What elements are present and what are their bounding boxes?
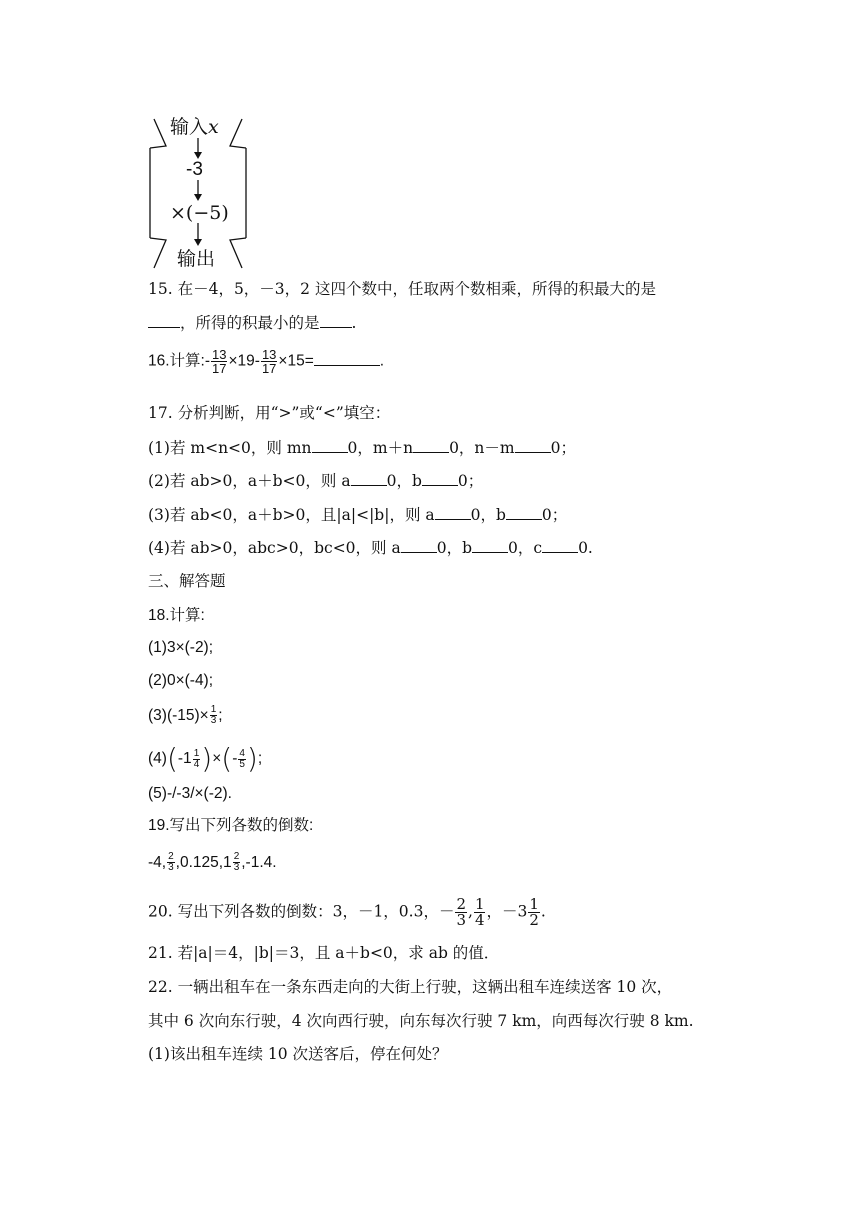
question-20: 20. 写出下列各数的倒数：3，－1，0.3，－ $\frac{2}{3}$ , $\frac{1}{4}$ ，－3 $\frac{1}{2}$ . [148, 895, 546, 929]
answer-blank[interactable] [422, 471, 458, 486]
flow-step1: -3 [186, 159, 203, 180]
fraction: $\frac{1}{3}$ [210, 704, 217, 727]
answer-blank[interactable] [401, 538, 437, 553]
question-15-line2: ，所得的积最小的是 . [148, 312, 356, 334]
question-16: 16.计算:- $\frac{13}{17}$ ×19- $\frac{13}{17}$ ×15= . [148, 347, 385, 376]
question-17-part3: (3)若 ab<0，a＋b>0，且|a|<|b|，则 a 0，b 0； [148, 506, 568, 524]
fraction: $\frac{4}{5}$ [239, 747, 245, 770]
answer-blank[interactable] [472, 538, 508, 553]
fraction: $\frac{13}{17}$ [261, 347, 277, 376]
question-22-line2: 其中 6 次向东行驶，4 次向西行驶，向东每次行驶 7 km，向西每次行驶 8 km. [148, 1012, 694, 1030]
fraction: $\frac{2}{3}$ [233, 851, 240, 874]
question-19-title: 19.写出下列各数的倒数: [148, 817, 314, 834]
question-18-part4: (4)(-1 $\frac{1}{4}$ )×(- $\frac{4}{5}$ ); [148, 742, 263, 775]
answer-blank[interactable] [148, 313, 180, 328]
answer-blank[interactable] [312, 438, 348, 453]
flow-step2: ×(−5) [170, 202, 229, 224]
question-17-part4: (4)若 ab>0，abc>0，bc<0，则 a 0，b 0，c 0. [148, 539, 593, 557]
question-18-title: 18.计算: [148, 607, 205, 624]
question-18-part1: (1)3×(-2); [148, 639, 214, 656]
fraction: $\frac{1}{4}$ [474, 895, 485, 929]
fraction: $\frac{2}{3}$ [168, 851, 174, 874]
question-18-part3: (3)(-15)× $\frac{1}{3}$ ; [148, 704, 223, 727]
question-22-line1: 22. 一辆出租车在一条东西走向的大街上行驶，这辆出租车连续送客 10 次， [148, 978, 673, 996]
question-18-part2: (2)0×(-4); [148, 672, 214, 689]
answer-blank[interactable] [515, 438, 551, 453]
question-21: 21. 若|a|＝4，|b|＝3，且 a＋b<0，求 ab 的值． [148, 944, 500, 962]
fraction: $\frac{1}{2}$ [529, 895, 539, 929]
answer-blank[interactable] [320, 313, 352, 328]
fraction: $\frac{1}{4}$ [193, 747, 200, 770]
answer-blank[interactable] [435, 505, 471, 520]
question-17-title: 17. 分析判断，用“>”或“<”填空： [148, 404, 391, 422]
question-19-list: -4, $\frac{2}{3}$ ,0.125,1 $\frac{2}{3}$ ,-1.4. [148, 851, 277, 874]
section-heading: 三、解答题 [148, 572, 226, 590]
question-17-part1: (1)若 m<n<0，则 mn 0，m＋n 0，n－m 0； [148, 439, 576, 457]
fraction: $\frac{13}{17}$ [212, 347, 227, 376]
question-17-part2: (2)若 ab>0，a＋b<0，则 a 0，b 0； [148, 472, 484, 490]
answer-blank[interactable] [506, 505, 542, 520]
answer-blank[interactable] [314, 351, 380, 366]
flow-input: 输入x [170, 116, 219, 138]
answer-blank[interactable] [351, 471, 387, 486]
flow-output: 输出 [177, 248, 216, 270]
flowchart [148, 116, 248, 271]
question-15-line1: 15. 在－4，5，－3，2 这四个数中，任取两个数相乘，所得的积最大的是 [148, 280, 656, 298]
answer-blank[interactable] [413, 438, 449, 453]
fraction: $\frac{2}{3}$ [456, 895, 466, 929]
question-22-part1: (1)该出租车连续 10 次送客后，停在何处？ [148, 1045, 448, 1063]
question-18-part5: (5)-/-3/×(-2). [148, 785, 232, 802]
answer-blank[interactable] [542, 538, 578, 553]
